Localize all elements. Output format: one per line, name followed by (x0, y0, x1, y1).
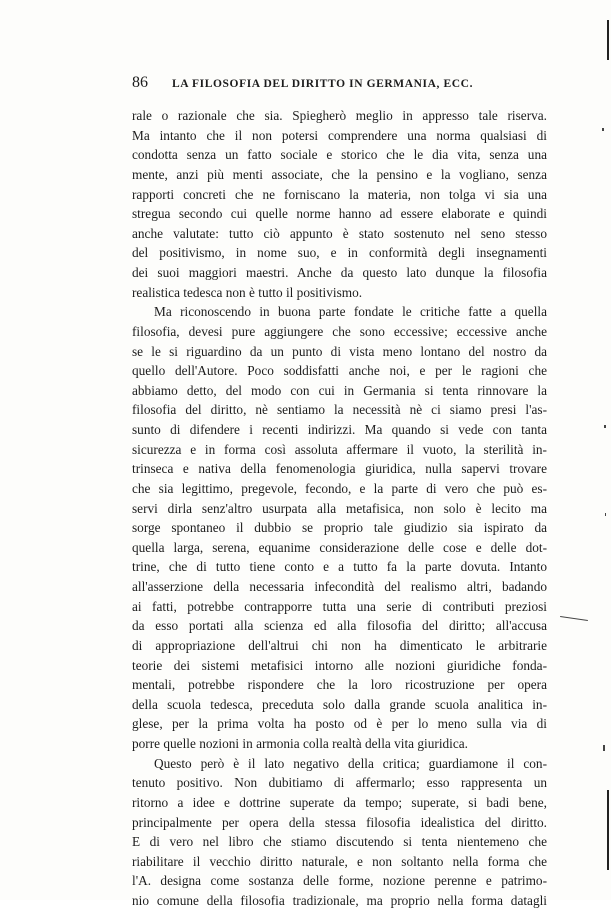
text-line: mentali, potrebbe rispondere che la loro ricostruzione per opera (132, 677, 547, 693)
margin-speck (602, 128, 604, 131)
text-line: dei suoi maggiori maestri. Anche da questo lato dunque la filosofia (132, 265, 547, 280)
page-number: 86 (132, 74, 148, 91)
text-line: quello dell'Autore. Poco soddisfatti anche noi, e per le ragioni che (132, 363, 547, 379)
text-line: riabilitare il vecchio diritto naturale, e non soltanto nella forma che (132, 853, 547, 869)
text-line: della scuola tedesca, preceduta solo dalla grande scuola analitica in- (132, 696, 547, 712)
text-line: quella larga, serena, equanime considerazione delle cose e delle dot- (132, 539, 547, 555)
running-title: LA FILOSOFIA DEL DIRITTO IN GERMANIA, ECC. (172, 78, 474, 90)
text-line: ai fatti, potrebbe contrapporre tutta una serie di contributi preziosi (132, 598, 547, 614)
text-line-paragraph-start: Ma riconoscendo in buona parte fondate le critiche fatte a quella (154, 304, 547, 320)
text-line-paragraph-end: porre quelle nozioni in armonia colla realtà della vita giuridica. (132, 736, 468, 751)
text-line: che sia legittimo, pregevole, fecondo, e la parte di vero che può es- (132, 480, 547, 496)
text-line: anche valutate: tutto ciò appunto è stato sostenuto nel seno stesso (132, 225, 547, 241)
text-line: di appropriazione dell'altrui chi non ha dimenticato le arbitrarie (132, 637, 547, 653)
text-line: ritorno a idee e dottrine superate da tempo; superate, si badi bene, (132, 794, 547, 810)
text-line: trinseca e nativa della fenomenologia giuridica, nulla sapervi trovare (132, 461, 547, 477)
text-line: tenuto positivo. Non dubitiamo di affermarlo; esso rappresenta un (132, 775, 547, 791)
text-line: se le si riguardino da un punto di vista meno lontano del nostro da (132, 343, 547, 359)
text-line: filosofia del diritto, nè sentiamo la necessità nè ci siamo presi l'as- (132, 402, 547, 418)
text-line: rale o razionale che sia. Spiegherò meglio in appresso tale riserva. (132, 108, 547, 123)
text-line: glese, per la prima volta ha posto od è per lo meno sulla via di (132, 716, 547, 732)
text-line: da esso portati alla scienza ed alla filosofia del diritto; all'accusa (132, 618, 547, 634)
text-line: stregua secondo cui quelle norme hanno ad essere elaborate e quindi (132, 206, 547, 222)
text-line-paragraph-start: Questo però è il lato negativo della critica; guardiamone il con- (154, 755, 547, 771)
text-line: l'A. designa come sostanza delle forme, nozione perenne e patrimo- (132, 873, 547, 889)
text-line: Ma intanto che il non potersi comprendere una norma qualsiasi di (132, 127, 547, 143)
text-line: mente, anzi più menti associate, che la pensino e la vogliano, senza (132, 166, 547, 182)
text-line: sunto di difendere i recenti indirizzi. Ma quando si vede con tanta (132, 422, 547, 437)
text-line: servi dirla senz'altro usurpata alla metafisica, non solo è lecito ma (132, 500, 547, 516)
margin-speck (604, 425, 606, 428)
text-line: condotta senza un fatto sociale e storico che le dia vita, senza una (132, 147, 547, 163)
text-line: abbiamo detto, del modo con cui in Germania si tenta rinnovare la (132, 382, 547, 398)
body-text (132, 106, 547, 911)
margin-speck (603, 745, 605, 751)
margin-pencil-mark (560, 616, 588, 621)
text-line: rapporti concreti che ne forniscano la materia, non tolga vi sia una (132, 186, 547, 202)
page-header (132, 74, 547, 98)
text-line: teorie dei sistemi metafisici intorno alle nozioni giuridiche fonda- (132, 657, 547, 673)
text-line: all'asserzione della necessaria infecondità del realismo altri, badando (132, 579, 547, 594)
text-line: sicurezza e in forma così assoluta affermare il vuoto, la sterilità in- (132, 441, 547, 457)
text-line: sorge spontaneo il dubbio se proprio tale giudizio sia ispirato da (132, 520, 547, 536)
margin-speck (605, 513, 606, 516)
text-line: E di vero nel libro che stiamo discutendo si tenta nientemeno che (132, 834, 547, 850)
page-edge-shadow (607, 20, 609, 60)
text-line-paragraph-end: realistica tedesca non è tutto il positivismo. (132, 284, 363, 300)
text-line: nio comune della filosofia tradizionale, ma proprio nella forma datagli (132, 893, 547, 908)
text-line: filosofia, devesi pure aggiungere che sono eccessive; eccessive anche (132, 323, 547, 339)
text-line: trine, che di tutto tiene conto e a tutto fa la parte dovuta. Intanto (132, 559, 547, 575)
text-line: del positivismo, in nome suo, e in conformità degli insegnamenti (132, 245, 547, 261)
text-line: principalmente per opera della stessa filosofia idealistica del diritto. (132, 814, 547, 830)
page-edge-shadow (607, 790, 609, 870)
